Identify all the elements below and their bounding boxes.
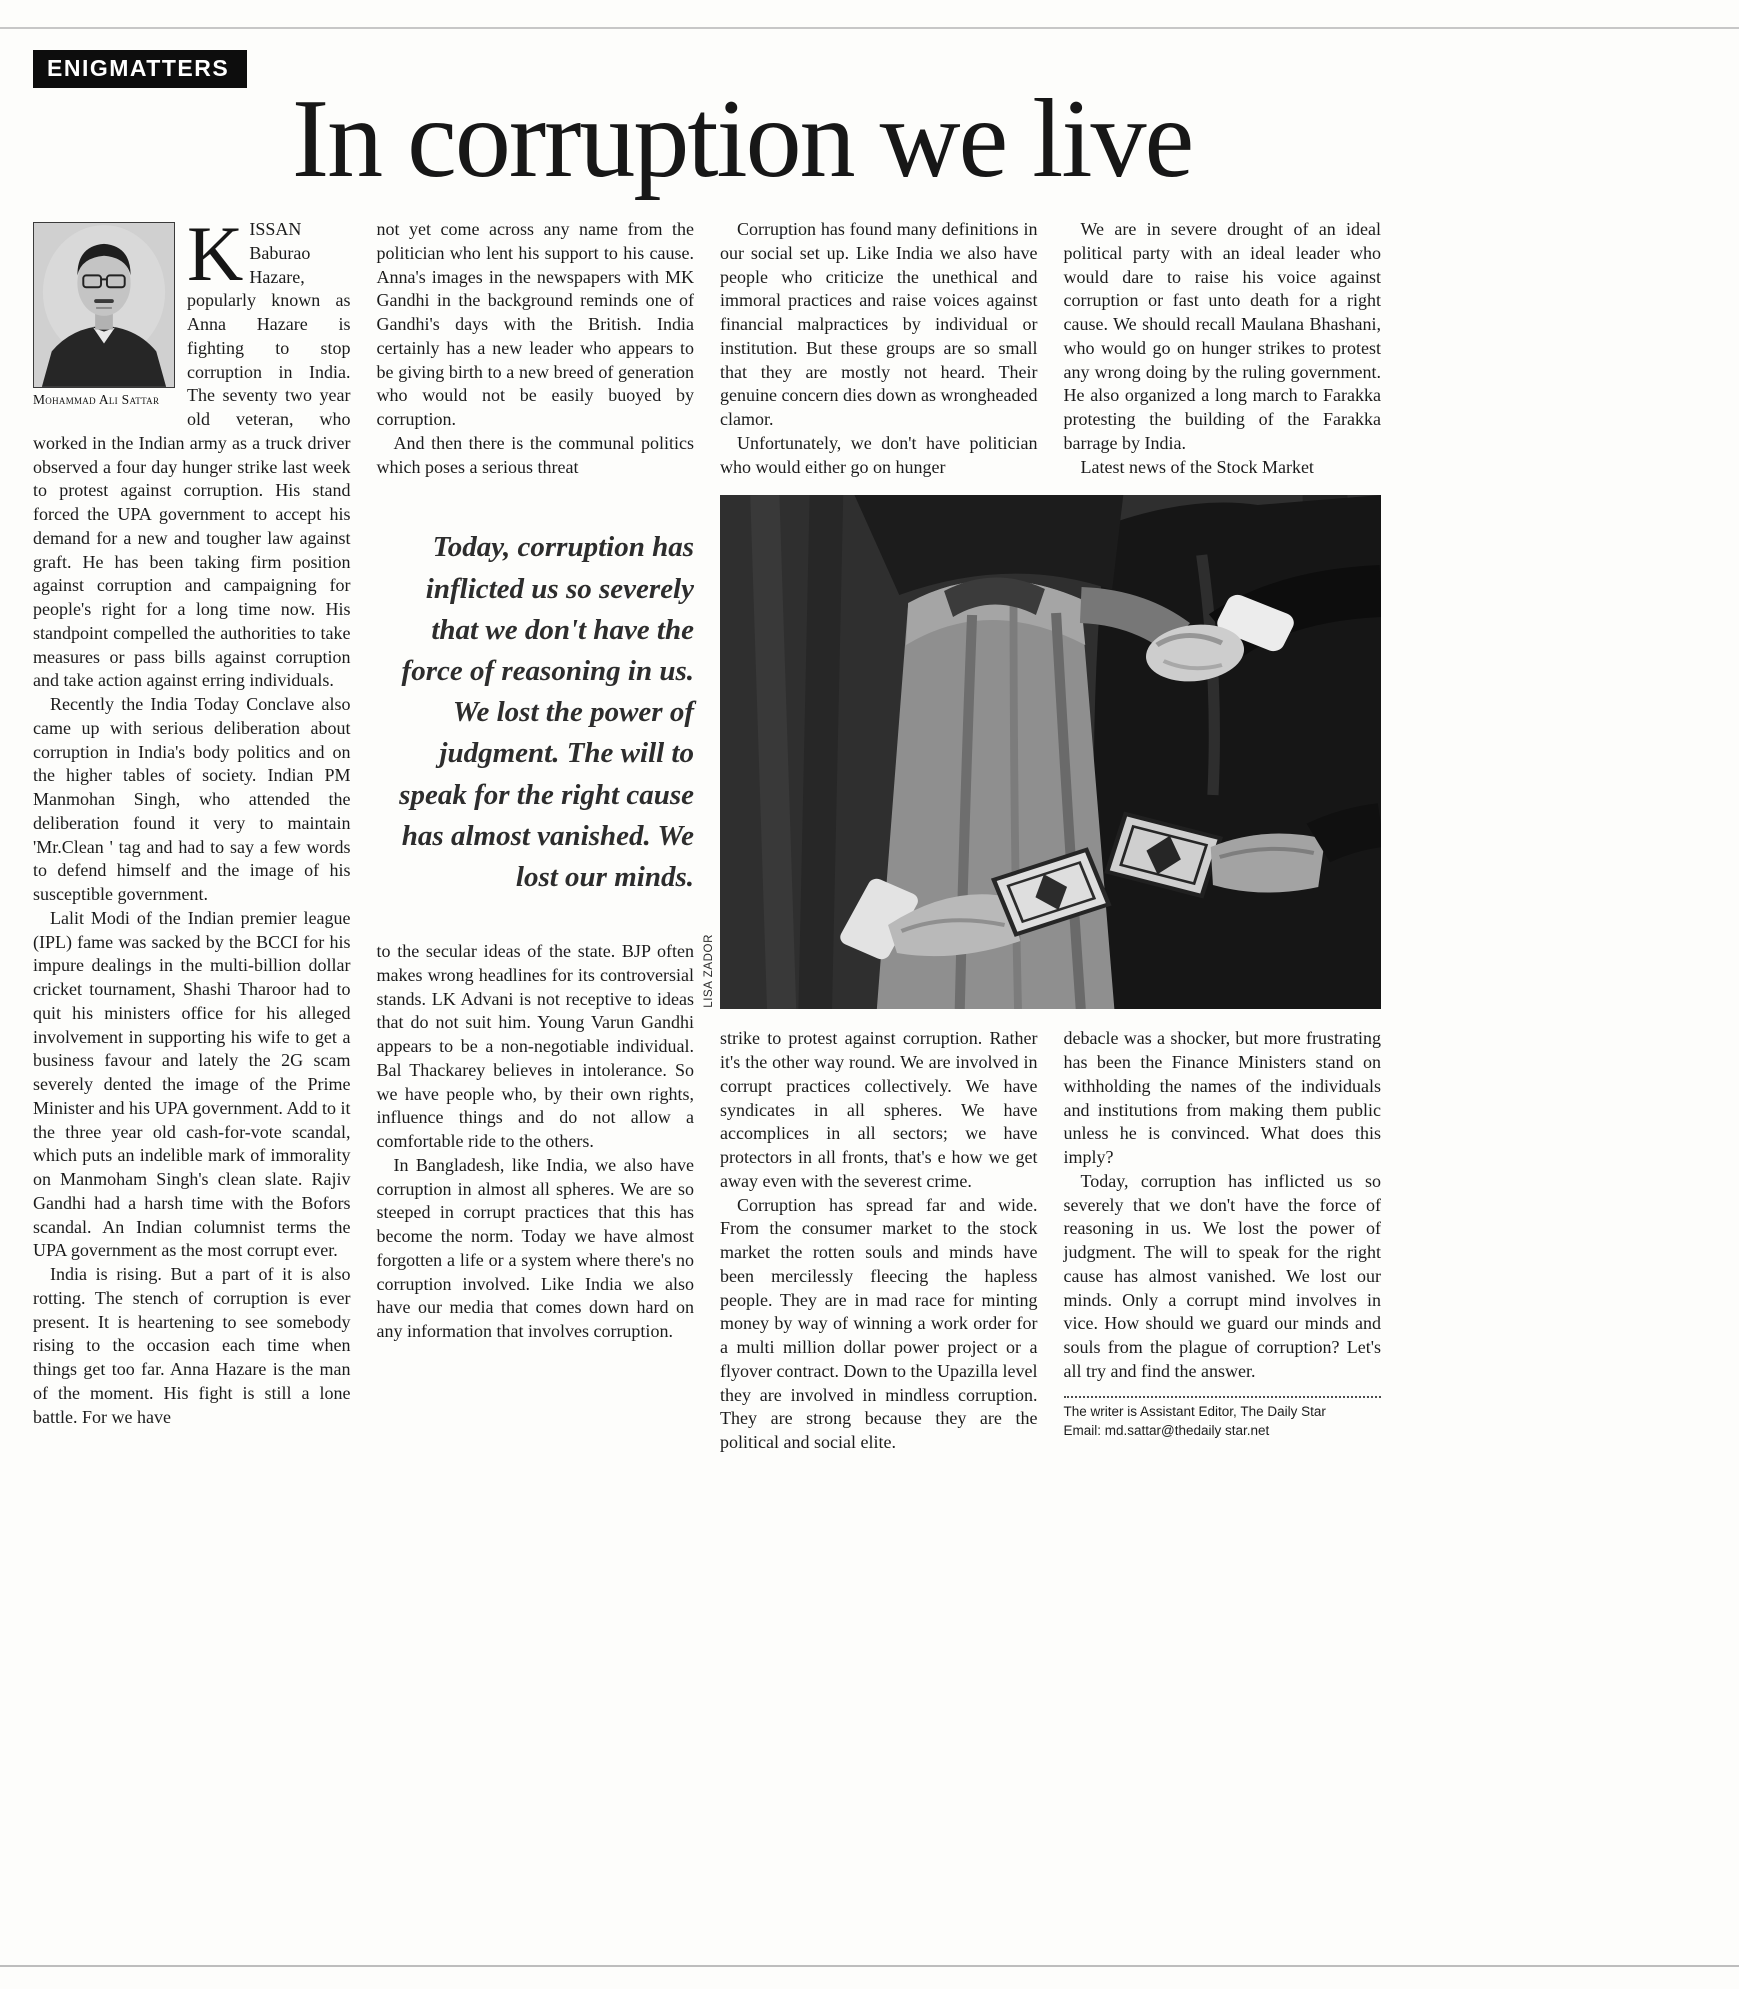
article-paragraph: to the secular ideas of the state. BJP often makes wrong headlines for its controversial stands. LK Advani is not receptive to ideas that do not suit him. Young Varun Gandhi appears to be a non-negotiable individual. Bal Thackarey believes in intolerance. So we have people who, by their own rights, influence things and do not allow a comfortable ride to the others. [376, 941, 694, 1152]
handshake-money-illustration [720, 495, 1381, 1009]
article-content [33, 0, 1381, 1455]
right-top-row [720, 218, 1381, 479]
column-4-top [1064, 218, 1382, 479]
footer-divider [1064, 1396, 1382, 1398]
article-paragraph: And then there is the communal politics which poses a serious threat [376, 432, 694, 477]
article-paragraph: Corruption has found many definitions in our social set up. Like India we also have people who criticize the unethical and immoral practices and raise voices against financial malpractices by individual or institution. But these groups are so small that they are mostly not heard. Their genuine concern dies down as wrongheaded clamor. [720, 219, 1038, 430]
column-3-top [720, 218, 1038, 479]
article-columns [33, 210, 1381, 1455]
illustration-credit: LISA ZADOR [703, 933, 715, 1008]
column-3-bottom [720, 1027, 1038, 1455]
author-photo-caption: Mohammad Ali Sattar [33, 392, 160, 408]
right-bottom-row [720, 1027, 1381, 1455]
bottom-rule [0, 1965, 1739, 1967]
section-label: ENIGMATTERS [33, 50, 247, 88]
writer-byline: The writer is Assistant Editor, The Daily Star [1063, 1403, 1326, 1419]
article-paragraph: strike to protest against corruption. Rather it's the other way round. We are involved in corrupt practices collectively. We have syndicates in all spheres. We have accomplices in all sectors; we have protectors in all fronts, that's e how we get away even with the severest crime. [720, 1028, 1038, 1191]
column-4-bottom [1064, 1027, 1382, 1455]
writer-footer [1064, 1396, 1382, 1441]
right-half [703, 218, 1381, 1455]
article-paragraph: In Bangladesh, like India, we also have corruption in almost all spheres. We are so steeped in corrupt practices that this has become the norm. Today we have almost forgotten a life or a system where there's no corruption involved. Like India we also have our media that comes down hard on any information that involves corruption. [376, 1154, 694, 1342]
article-paragraph: debacle was a shocker, but more frustrating has been the Finance Ministers stand on withholding the names of the individuals and institutions from making them public unless he is convinced. What does this imply? [1063, 1028, 1381, 1168]
article-paragraph: Lalit Modi of the Indian premier league (IPL) fame was sacked by the BCCI for his impure dealings in the multi-billion dollar cricket tournament, Shashi Tharoor had to quit his ministers office for his alleged involvement in supporting his wife to get a business favour and lately the 2G scam severely dented the image of the Prime Minister and his UPA government. Add to it the three year old cash-for-vote scandal, which puts an indelible mark of immorality on Manmoham Singh's clean slate. Rajiv Gandhi had a harsh time with the Bofors scandal. An Indian columnist terms the UPA government as the most corrupt ever. [33, 907, 351, 1261]
column-2 [377, 218, 695, 1455]
writer-email: Email: md.sattar@thedaily star.net [1063, 1422, 1270, 1438]
article-paragraph: India is rising. But a part of it is also rotting. The stench of corruption is ever present. It is heartening to see somebody rising to the occasion each time when things get too far. Anna Hazare is the man of the moment. His fight is still a lone battle. For we have [33, 1264, 351, 1427]
column-1 [33, 210, 351, 1455]
article-paragraph: not yet come across any name from the politician who lent his support to his cause. Anna's images in the newspapers with MK Gandhi in the background reminds one of Gandhi's days with the British. India certainly has a new leader who appears to be giving birth to a new breed of generation who would not be easily buoyed by corruption. [376, 219, 694, 430]
article-paragraph: Corruption has spread far and wide. From the consumer market to the stock market the rotten souls and minds have been mercilessly fleecing the hapless people. They are in mad race for minting money by way of winning a work order for a multi million dollar power project or a flyover contract. Down to the Upazilla level they are involved in mindless corruption. They are strong because they are the political and social elite. [720, 1194, 1038, 1453]
article-paragraph: Recently the India Today Conclave also came up with serious deliberation about corruption in India's body politics and on the higher tables of society. Indian PM Manmohan Singh, who attended the deliberation found it very to maintain 'Mr.Clean ' tag and had to say a few words to defend himself and the image of his susceptible government. [33, 694, 351, 905]
author-portrait-image [33, 222, 175, 388]
headline: In corruption we live [291, 77, 1193, 201]
corruption-illustration [703, 495, 1381, 1009]
pull-quote: Today, corruption has inflicted us so severely that we don't have the force of reasoning in us. We lost the power of judgment. The will to speak for the right cause has almost vanished. We lost our minds. [399, 531, 694, 893]
article-paragraph: Unfortunately, we don't have politician who would either go on hunger [720, 432, 1038, 477]
drop-cap: K [187, 210, 244, 298]
article-paragraph: We are in severe drought of an ideal political party with an ideal leader who would dare to raise his voice against corruption or fast unto death for a right cause. We should recall Maulana Bhashani, who would go on hunger strikes to protest any wrong doing by the ruling government. He also organized a long march to Farakka protesting the building of the Farakka barrage by India. [1063, 219, 1381, 453]
article-paragraph: Latest news of the Stock Market [1080, 456, 1314, 477]
paragraph-text: ISSAN Baburao Hazare, popularly known as Anna Hazare is fighting to stop corruption in India. The seventy two year old veteran, who worked in the Indian army as a truck driver observed a four day hunger strike last week to protest against corruption. His stand forced the UPA government to accept his demand for a new and tougher law against graft. He has been taking firm position against corruption and campaigning for people's right for a long time now. His standpoint compelled the authorities to take measures or pass bills against corruption and take action against erring individuals. [33, 219, 351, 691]
author-photo [33, 222, 175, 409]
article-paragraph: Today, corruption has inflicted us so severely that we don't have the force of reasoning in us. We lost the power of judgment. The will to speak for the right cause has almost vanished. We lost our minds. Only a corrupt mind involves in vice. How should we guard our minds and souls from the plague of corruption? Let's all try and find the answer. [1063, 1170, 1381, 1381]
